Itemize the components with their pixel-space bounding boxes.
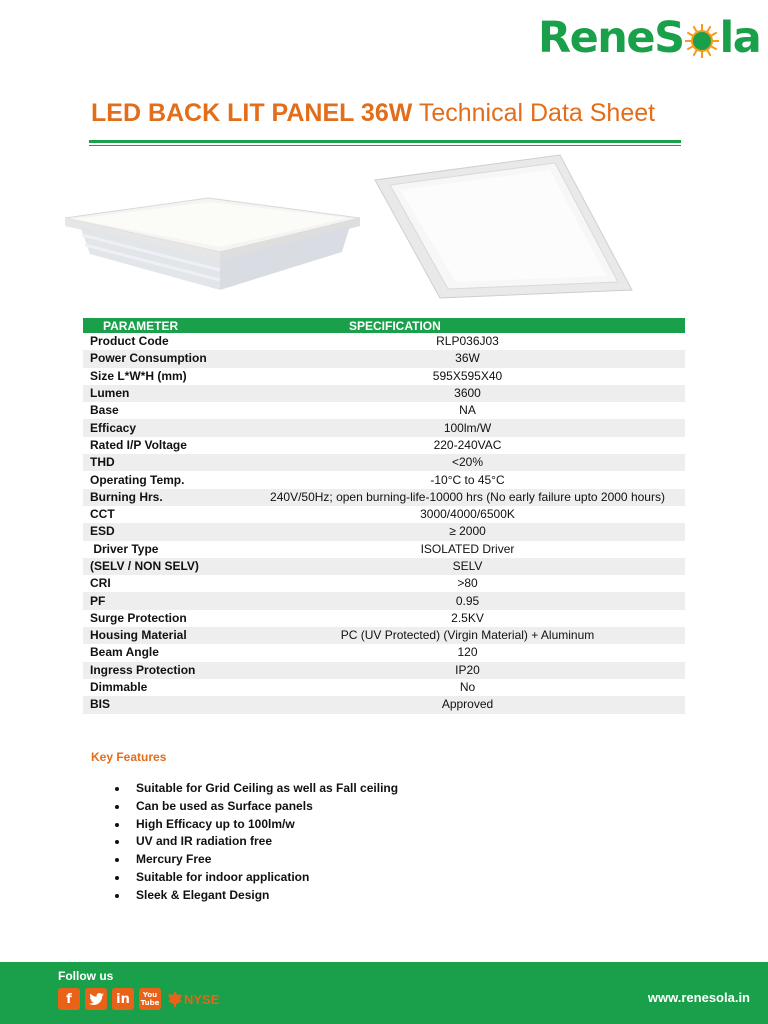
row-parameter: Efficacy xyxy=(83,419,243,436)
table-row xyxy=(83,454,685,471)
row-parameter: Base xyxy=(83,402,243,419)
row-parameter: Housing Material xyxy=(83,627,243,644)
row-specification: >80 xyxy=(243,575,685,592)
table-row xyxy=(83,471,685,488)
row-specification: ≥ 2000 xyxy=(243,523,685,540)
row-parameter: THD xyxy=(83,454,243,471)
row-parameter: Rated I/P Voltage xyxy=(83,437,243,454)
header-specification: SPECIFICATION xyxy=(243,318,685,333)
table-row xyxy=(83,506,685,523)
row-specification: IP20 xyxy=(243,662,685,679)
list-item: Suitable for Grid Ceiling as well as Fall ceiling xyxy=(115,780,398,798)
title-divider xyxy=(89,140,681,143)
table-row xyxy=(83,610,685,627)
title-product: LED BACK LIT PANEL 36W xyxy=(91,99,413,127)
row-specification: ISOLATED Driver xyxy=(243,541,685,558)
nyse-label: NYSE xyxy=(184,991,220,1007)
panel-front-image xyxy=(60,190,360,300)
row-specification: RLP036J03 xyxy=(243,333,685,350)
row-parameter: PF xyxy=(83,592,243,609)
row-specification: 36W xyxy=(243,350,685,367)
row-parameter: Driver Type xyxy=(83,541,243,558)
facebook-icon[interactable]: f xyxy=(58,988,80,1010)
row-specification: SELV xyxy=(243,558,685,575)
table-row xyxy=(83,575,685,592)
panel-angle-image xyxy=(370,150,635,300)
row-parameter: CRI xyxy=(83,575,243,592)
table-row xyxy=(83,385,685,402)
youtube-label-top: You xyxy=(142,991,158,999)
row-parameter: Size L*W*H (mm) xyxy=(83,368,243,385)
logo-text-part2: S xyxy=(654,13,684,63)
row-specification: NA xyxy=(243,402,685,419)
row-specification: <20% xyxy=(243,454,685,471)
table-row xyxy=(83,419,685,436)
table-row xyxy=(83,662,685,679)
row-parameter: BIS xyxy=(83,696,243,713)
key-features-list xyxy=(115,780,398,905)
row-parameter: Power Consumption xyxy=(83,350,243,367)
logo-text-part1: Rene xyxy=(538,13,655,63)
row-parameter: ESD xyxy=(83,523,243,540)
row-specification: 120 xyxy=(243,644,685,661)
row-specification: 2.5KV xyxy=(243,610,685,627)
row-specification: -10°C to 45°C xyxy=(243,471,685,488)
list-item: Can be used as Surface panels xyxy=(115,798,398,816)
table-row xyxy=(83,523,685,540)
youtube-icon[interactable] xyxy=(139,988,161,1010)
renesola-logo xyxy=(538,8,760,68)
linkedin-icon[interactable]: in xyxy=(112,988,134,1010)
table-row xyxy=(83,350,685,367)
row-parameter: Lumen xyxy=(83,385,243,402)
table-row xyxy=(83,679,685,696)
page-title xyxy=(91,99,655,135)
row-specification: PC (UV Protected) (Virgin Material) + Aluminum xyxy=(243,627,685,644)
logo-text-part3: la xyxy=(719,13,761,63)
list-item: Mercury Free xyxy=(115,851,398,869)
sun-logo-icon xyxy=(685,24,719,58)
row-specification: 0.95 xyxy=(243,592,685,609)
table-row xyxy=(83,644,685,661)
row-parameter: Dimmable xyxy=(83,679,243,696)
specification-table xyxy=(83,318,685,714)
row-parameter: Ingress Protection xyxy=(83,662,243,679)
header-parameter: PARAMETER xyxy=(83,318,243,333)
key-features-heading: Key Features xyxy=(91,750,167,764)
table-row xyxy=(83,402,685,419)
row-parameter: Surge Protection xyxy=(83,610,243,627)
row-specification: 595X595X40 xyxy=(243,368,685,385)
table-header-row xyxy=(83,318,685,333)
title-divider-thin xyxy=(89,145,681,146)
table-row xyxy=(83,489,685,506)
maple-leaf-icon xyxy=(168,991,182,1007)
row-parameter: Operating Temp. xyxy=(83,471,243,488)
title-doc-type: Technical Data Sheet xyxy=(412,99,656,127)
twitter-icon[interactable] xyxy=(85,988,107,1010)
row-specification: Approved xyxy=(243,696,685,713)
row-parameter: Product Code xyxy=(83,333,243,350)
row-parameter: Burning Hrs. xyxy=(83,489,243,506)
table-row xyxy=(83,558,685,575)
table-row xyxy=(83,437,685,454)
row-specification: No xyxy=(243,679,685,696)
table-row xyxy=(83,592,685,609)
row-specification: 3000/4000/6500K xyxy=(243,506,685,523)
row-specification: 220-240VAC xyxy=(243,437,685,454)
row-parameter: (SELV / NON SELV) xyxy=(83,558,243,575)
youtube-label-bottom: Tube xyxy=(140,999,160,1007)
row-specification: 3600 xyxy=(243,385,685,402)
table-row xyxy=(83,696,685,713)
row-parameter: Beam Angle xyxy=(83,644,243,661)
table-row xyxy=(83,627,685,644)
row-specification: 100lm/W xyxy=(243,419,685,436)
follow-us-label: Follow us xyxy=(58,969,114,983)
table-row xyxy=(83,333,685,350)
website-link[interactable]: www.renesola.in xyxy=(647,990,750,1005)
table-row xyxy=(83,541,685,558)
list-item: High Efficacy up to 100lm/w xyxy=(115,816,398,834)
footer-bar xyxy=(0,962,768,1024)
row-parameter: CCT xyxy=(83,506,243,523)
social-icons xyxy=(58,988,219,1010)
list-item: UV and IR radiation free xyxy=(115,833,398,851)
list-item: Sleek & Elegant Design xyxy=(115,887,398,905)
row-specification: 240V/50Hz; open burning-life-10000 hrs (No early failure upto 2000 hours) xyxy=(243,489,685,506)
table-row xyxy=(83,368,685,385)
list-item: Suitable for indoor application xyxy=(115,869,398,887)
nyse-badge[interactable] xyxy=(168,991,219,1007)
